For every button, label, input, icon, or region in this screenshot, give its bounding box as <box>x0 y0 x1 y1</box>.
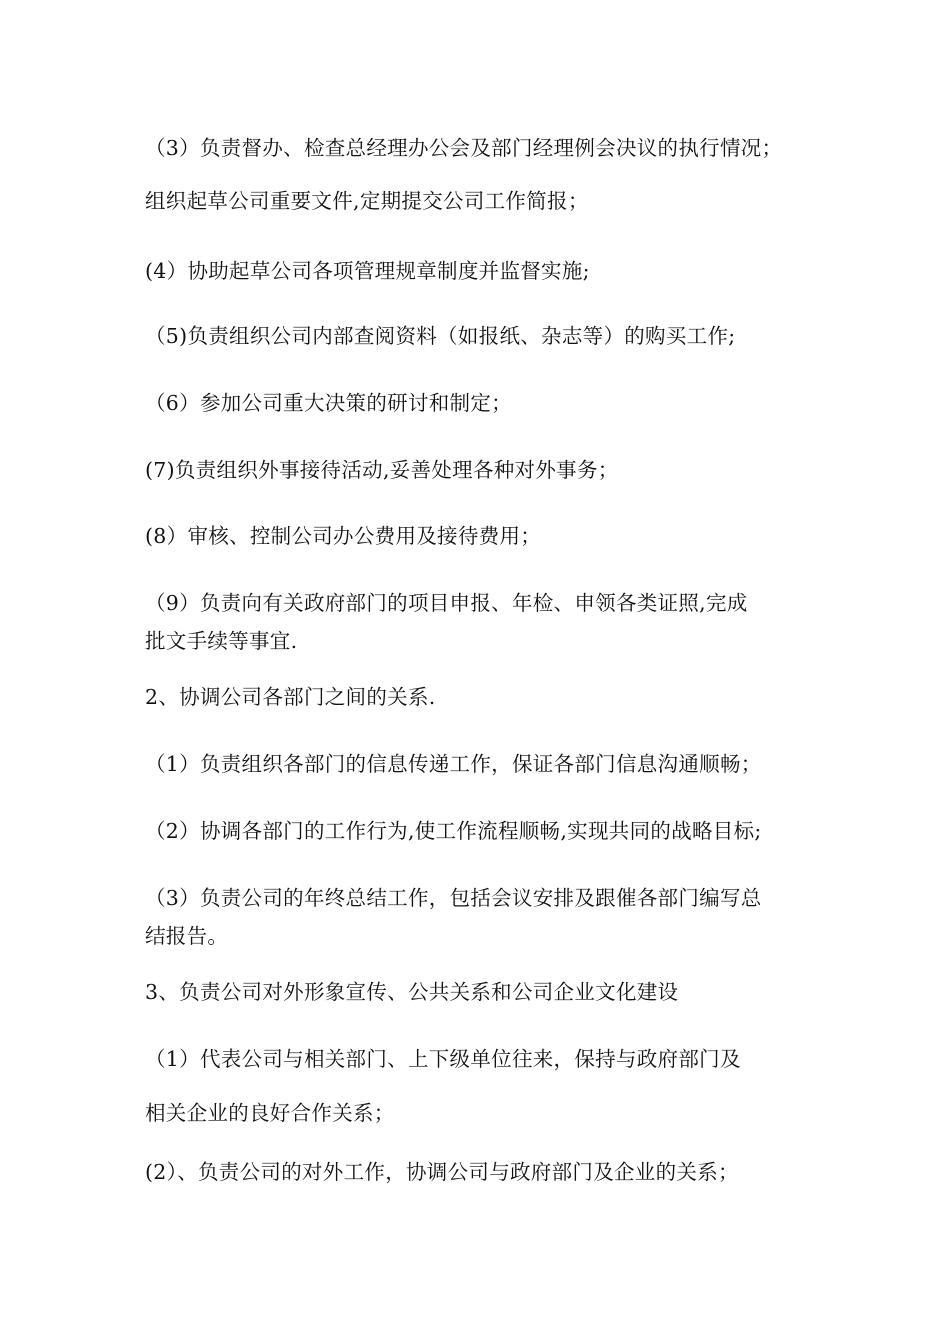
text-line-section-3-item-1: （1）代表公司与相关部门、上下级单位往来，保持与政府部门及 <box>145 1047 741 1071</box>
text-line-duty-3-supervise: （3）负责督办、检查总经理办公会及部门经理例会决议的执行情况； <box>145 136 783 160</box>
section-heading-3: 3、负责公司对外形象宣传、公共关系和公司企业文化建设 <box>145 980 679 1004</box>
text-line-duty-5: （5)负责组织公司内部查阅资料（如报纸、杂志等）的购买工作; <box>145 324 736 348</box>
text-line-section-2-item-3-continued: 结报告。 <box>145 924 229 948</box>
text-line-duty-4: (4）协助起草公司各项管理规章制度并监督实施; <box>145 259 590 283</box>
section-heading-2: 2、协调公司各部门之间的关系. <box>145 685 436 709</box>
text-line-duty-3-drafting: 组织起草公司重要文件,定期提交公司工作简报； <box>145 189 589 213</box>
text-line-section-3-item-1-continued: 相关企业的良好合作关系； <box>145 1101 395 1125</box>
text-line-section-2-item-1: （1）负责组织各部门的信息传递工作，保证各部门信息沟通顺畅； <box>145 752 762 776</box>
text-line-duty-9: （9）负责向有关政府部门的项目申报、年检、申领各类证照,完成 <box>145 591 748 615</box>
text-line-section-3-item-2: (2）、负责公司的对外工作，协调公司与政府部门及企业的关系； <box>145 1160 739 1184</box>
text-line-duty-9-continued: 批文手续等事宜. <box>145 629 298 653</box>
text-line-section-2-item-3: （3）负责公司的年终总结工作，包括会议安排及跟催各部门编写总 <box>145 886 762 910</box>
text-line-duty-6: （6）参加公司重大决策的研讨和制定； <box>145 391 512 415</box>
text-line-duty-7: (7)负责组织外事接待活动,妥善处理各种对外事务； <box>145 458 619 482</box>
text-line-duty-8: (8）审核、控制公司办公费用及接待费用； <box>145 524 542 548</box>
text-line-section-2-item-2: （2）协调各部门的工作行为,使工作流程顺畅,实现共同的战略目标; <box>145 819 762 843</box>
